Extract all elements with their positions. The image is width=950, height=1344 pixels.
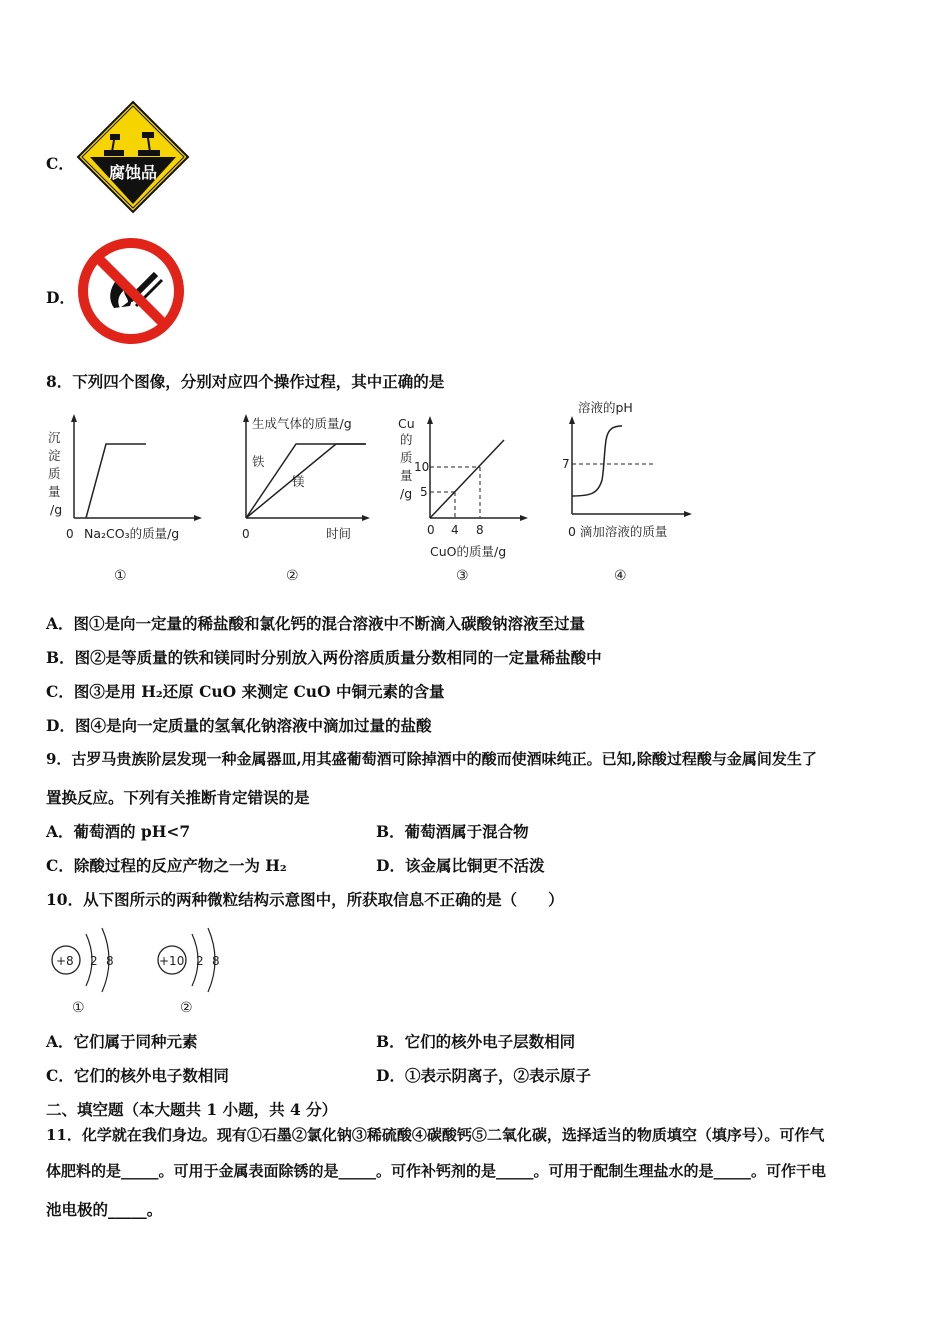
no-fire-sign-icon: [76, 236, 186, 346]
graph2-ylabel: 生成气体的质量/g: [252, 416, 352, 431]
graph3-ylabel-0: Cu: [398, 416, 415, 431]
corrosive-sign-text: 腐蚀品: [108, 163, 158, 182]
graph2-origin: 0: [242, 527, 250, 541]
particle2-shell2: 8: [212, 954, 220, 968]
graph-3: [396, 410, 546, 590]
graph2-line1-label: 铁: [252, 454, 265, 469]
graph1-ylabel-4: /g: [50, 502, 63, 517]
graph3-y10: 10: [414, 460, 430, 474]
graph-4: [560, 396, 710, 590]
option-c-label: C．: [46, 154, 74, 173]
q9-option-c: C．除酸过程的反应产物之一为 H₂: [46, 856, 287, 875]
graph1-ylabel-0: 沉: [48, 430, 61, 445]
graph4-y7: 7: [562, 457, 570, 471]
graph3-number: ③: [456, 568, 469, 584]
graph3-ylabel-1: 的: [400, 432, 413, 447]
particle1-number: ①: [72, 1000, 85, 1016]
option-d-label: D．: [46, 288, 75, 307]
graph1-ylabel-1: 淀: [48, 448, 61, 463]
graph3-ylabel-2: 质: [400, 450, 413, 465]
graph-1: [44, 410, 214, 590]
graph4-ylabel: 溶液的pH: [578, 400, 633, 415]
particle2-number: ②: [180, 1000, 193, 1016]
particle-diagrams: [44, 924, 244, 1020]
graph2-xlabel: 时间: [326, 526, 352, 541]
graph3-ylabel-3: 量: [400, 468, 413, 483]
graph-2: [234, 410, 384, 590]
q9-option-b: B．葡萄酒属于混合物: [376, 822, 529, 841]
q8-option-c: C．图③是用 H₂还原 CuO 来测定 CuO 中铜元素的含量: [46, 682, 445, 701]
graph3-x4: 4: [451, 523, 459, 537]
q11-line1: 11．化学就在我们身边。现有①石墨②氯化钠③稀硫酸④碳酸钙⑤二氧化碳，选择适当的物质填空（填序号）。可作气: [46, 1126, 825, 1144]
particle1-nucleus: +8: [56, 954, 74, 968]
graph1-xlabel: Na₂CO₃的质量/g: [84, 526, 180, 541]
q8-option-a: A．图①是向一定量的稀盐酸和氯化钙的混合溶液中不断滴入碳酸钠溶液至过量: [46, 614, 586, 633]
graph4-xlabel: 0 滴加溶液的质量: [568, 524, 668, 539]
particle2-shell1: 2: [196, 954, 204, 968]
q11-line2: 体肥料的是_____。可用于金属表面除锈的是_____。可作补钙剂的是_____。可用于配制生理盐水的是_____。可作干电: [46, 1162, 827, 1180]
corrosive-sign-icon: [76, 100, 190, 214]
q8-option-b: B．图②是等质量的铁和镁同时分别放入两份溶质质量分数相同的一定量稀盐酸中: [46, 648, 602, 667]
particle2-nucleus: +10: [159, 954, 185, 968]
q10-option-b: B．它们的核外电子层数相同: [376, 1032, 576, 1051]
particle1-shell2: 8: [106, 954, 114, 968]
graph2-number: ②: [286, 568, 299, 584]
graph3-curve: [430, 440, 504, 518]
section-2-heading: 二、填空题（本大题共 1 小题，共 4 分）: [46, 1100, 338, 1119]
graph4-number: ④: [614, 568, 627, 584]
graph3-x8: 8: [476, 523, 484, 537]
q8-option-d: D．图④是向一定质量的氢氧化钠溶液中滴加过量的盐酸: [46, 716, 432, 735]
graph3-x0: 0: [427, 523, 435, 537]
q9-stem-line2: 置换反应。下列有关推断肯定错误的是: [46, 788, 310, 807]
q8-stem: 8．下列四个图像，分别对应四个操作过程，其中正确的是: [46, 372, 445, 391]
graph3-y5: 5: [420, 485, 428, 499]
q9-option-d: D．该金属比铜更不活泼: [376, 856, 545, 875]
graph1-ylabel-3: 量: [48, 484, 61, 499]
graph3-xlabel: CuO的质量/g: [430, 544, 507, 559]
q9-stem-line1: 9．古罗马贵族阶层发现一种金属器皿,用其盛葡萄酒可除掉酒中的酸而使酒味纯正。已知,除酸过程酸与金属间发生了: [46, 750, 817, 768]
graph1-origin: 0: [66, 527, 74, 541]
graph3-ylabel-4: /g: [400, 486, 413, 501]
q11-line3: 池电极的_____。: [46, 1200, 163, 1219]
q10-option-c: C．它们的核外电子数相同: [46, 1066, 229, 1085]
graph4-curve: [572, 426, 622, 496]
graph1-ylabel-2: 质: [48, 466, 61, 481]
graph2-line2-label: 镁: [292, 474, 305, 489]
graph1-number: ①: [114, 568, 127, 584]
q10-option-a: A．它们属于同种元素: [46, 1032, 198, 1051]
q10-option-d: D．①表示阴离子，②表示原子: [376, 1066, 591, 1085]
q10-stem: 10．从下图所示的两种微粒结构示意图中，所获取信息不正确的是（ ）: [46, 890, 564, 909]
particle1-shell1: 2: [90, 954, 98, 968]
q9-option-a: A．葡萄酒的 pH<7: [46, 822, 191, 841]
graph1-curve: [86, 444, 146, 518]
